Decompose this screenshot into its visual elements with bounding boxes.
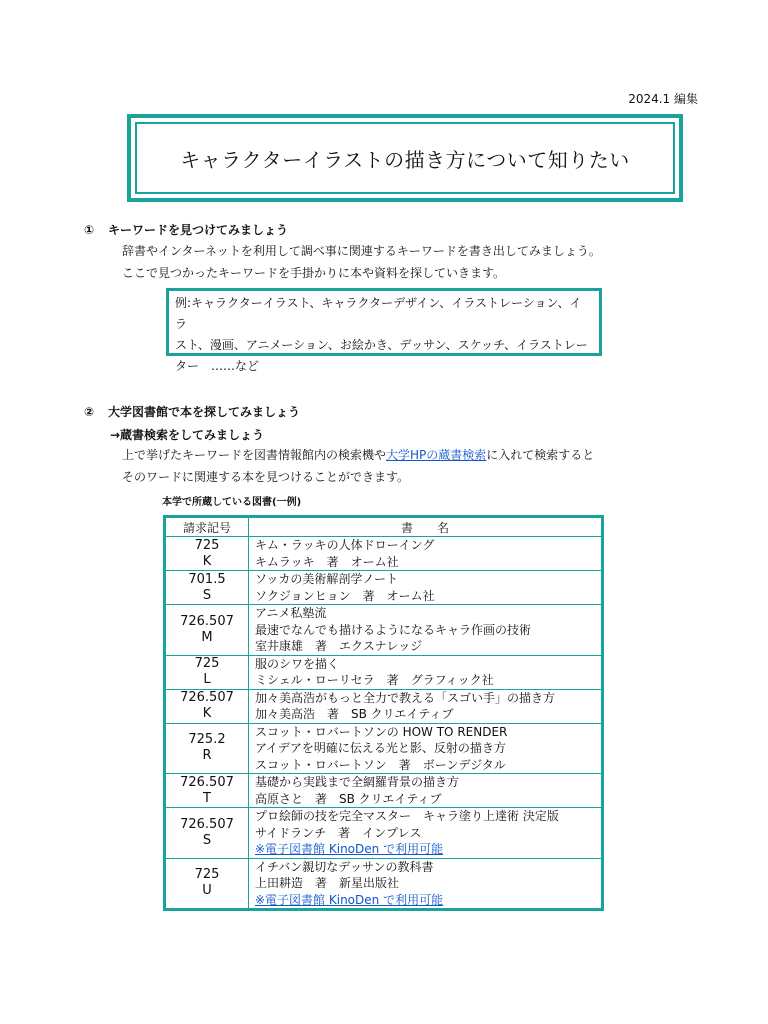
section2-number: ② [84, 405, 95, 419]
book-title: 加々美高浩がもっと全力で教える「スゴい手」の描き方 [255, 690, 556, 705]
title-box [127, 114, 683, 202]
book-description [249, 858, 603, 910]
section1-line1: 辞書やインターネットを利用して調べ事に関連するキーワードを書き出してみましょう。 [122, 244, 601, 258]
call-number [165, 571, 249, 605]
table-row [165, 808, 603, 859]
table-row [165, 858, 603, 910]
book-line: サイドランチ 著 インプレス [255, 825, 422, 840]
call-number-class: 726.507 [180, 690, 234, 705]
section2-subheading: →蔵書検索をしてみましょう [110, 428, 265, 442]
call-number-author-mark: T [203, 790, 211, 806]
book-description [249, 723, 603, 774]
section2-heading-text: 大学図書館で本を探してみましょう [108, 405, 301, 419]
book-line: キムラッキ 著 オーム社 [255, 554, 399, 569]
section2-heading [84, 403, 300, 420]
book-title: イチバン親切なデッサンの教科書 [255, 859, 434, 874]
book-description [249, 774, 603, 808]
book-title: プロ絵師の技を完全マスター キャラ塗り上達術 決定版 [255, 809, 559, 823]
call-number-author-mark: L [203, 672, 211, 687]
section1-heading [84, 221, 288, 238]
table-row [165, 605, 603, 656]
section1-body [122, 240, 601, 284]
call-number-author-mark: M [201, 629, 213, 645]
table-row [165, 723, 603, 774]
table-caption: 本学で所蔵している図書(一例) [162, 497, 302, 508]
book-title: スコット・ロバートソンの HOW TO RENDER [255, 724, 508, 739]
call-number-author-mark: K [202, 553, 212, 569]
book-title: キム・ラッキの人体ドローイング [255, 538, 435, 552]
example-line1: 例:キャラクターイラスト、キャラクターデザイン、イラストレーション、イラ [175, 296, 582, 331]
call-number-class: 725.2 [188, 732, 226, 748]
call-number-author-mark: K [202, 706, 212, 721]
section2-line1-after: に入れて検索すると [486, 448, 595, 462]
example-box [166, 288, 602, 373]
book-description [249, 537, 603, 571]
call-number-author-mark: R [202, 748, 212, 764]
call-number-class: 726.507 [180, 816, 234, 832]
book-line: 室井康雄 著 エクスナレッジ [255, 639, 423, 653]
table-row [165, 689, 603, 723]
book-line: スコット・ロバートソン 著 ボーンデジタル [255, 757, 506, 772]
section2-body [122, 444, 594, 488]
book-line: 高原さと 著 SB クリエイティブ [255, 791, 442, 806]
call-number [165, 858, 249, 910]
book-description [249, 571, 603, 605]
table-row [165, 537, 603, 571]
kinoden-link[interactable]: ※電子図書館 KinoDen で利用可能 [255, 842, 444, 856]
section2-line2: そのワードに関連する本を見つけることができます。 [122, 470, 410, 484]
book-title: アニメ私塾流 [255, 606, 327, 620]
call-number-class: 701.5 [188, 571, 226, 587]
call-number [165, 808, 249, 859]
section1-number: ① [84, 223, 95, 237]
table-row [165, 571, 603, 605]
table-row [165, 774, 603, 808]
call-number [165, 689, 249, 723]
section1-line2: ここで見つかったキーワードを手掛かりに本や資料を探していきます。 [122, 266, 506, 280]
book-line: ソクジョンヒョン 著 オーム社 [255, 588, 435, 603]
call-number-author-mark: S [202, 832, 212, 848]
call-number [165, 723, 249, 774]
call-number [165, 774, 249, 808]
book-line: 最速でなんでも描けるようになるキャラ作画の技術 [255, 622, 532, 637]
edit-date: 2024.1 編集 [628, 92, 698, 106]
book-title: 服のシワを描く [255, 656, 340, 671]
book-title: 基礎から実践まで全網羅背景の描き方 [255, 775, 460, 789]
catalog-search-link[interactable]: 大学HPの蔵書検索 [386, 448, 487, 462]
example-line3: ター ……など [175, 359, 260, 373]
book-description [249, 689, 603, 723]
book-description [249, 605, 603, 656]
call-number-header: 請求記号 [165, 517, 249, 537]
call-number [165, 605, 249, 656]
call-number-class: 726.507 [180, 774, 234, 790]
book-rows [165, 537, 603, 910]
book-title: ソッカの美術解剖学ノート [255, 572, 399, 586]
call-number-class: 725 [194, 537, 220, 553]
page-title: キャラクターイラストの描き方について知りたい [135, 122, 675, 194]
book-line: 加々美高浩 著 SB クリエイティブ [255, 707, 454, 721]
call-number [165, 655, 249, 689]
call-number-class: 726.507 [180, 613, 234, 629]
book-description [249, 808, 603, 859]
example-line2: スト、漫画、アニメーション、お絵かき、デッサン、スケッチ、イラストレー [175, 338, 588, 352]
section1-heading-text: キーワードを見つけてみましょう [108, 223, 289, 237]
book-table [163, 515, 604, 911]
book-line: 上田耕造 著 新星出版社 [255, 876, 400, 890]
table-header-row [165, 517, 603, 537]
table-row [165, 655, 603, 689]
section2-line1 [122, 444, 594, 466]
book-line: ミシェル・ローリセラ 著 グラフィック社 [255, 673, 494, 687]
call-number [165, 537, 249, 571]
call-number-author-mark: S [202, 587, 212, 603]
kinoden-link[interactable]: ※電子図書館 KinoDen で利用可能 [255, 892, 444, 907]
call-number-class: 725 [194, 867, 220, 883]
section2-line1-before: 上で挙げたキーワードを図書情報館内の検索機や [122, 448, 387, 462]
call-number-author-mark: U [202, 883, 212, 899]
title-header: 書 名 [249, 517, 603, 537]
book-line: アイデアを明確に伝える光と影、反射の描き方 [255, 741, 506, 755]
book-description [249, 655, 603, 689]
call-number-class: 725 [194, 656, 220, 671]
